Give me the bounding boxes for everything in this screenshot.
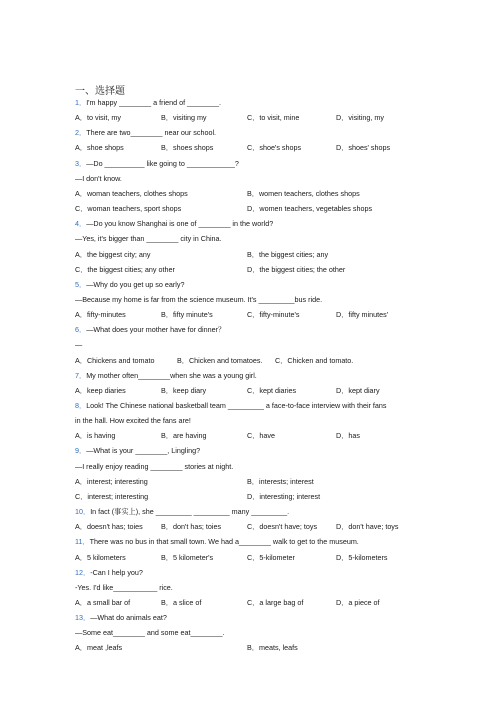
question-stem <box>75 401 420 411</box>
answer-option[interactable]: B．Chicken and tomatoes. <box>177 355 263 365</box>
question-line <box>75 234 420 244</box>
question-number: 5． <box>75 279 87 289</box>
question-stem <box>75 537 420 547</box>
question-number: 3． <box>75 158 87 168</box>
answer-option[interactable]: A．shoe shops <box>75 143 124 153</box>
question-stem <box>75 325 420 335</box>
options-row <box>75 643 420 653</box>
answer-option[interactable]: B．women teachers, clothes shops <box>247 188 360 198</box>
question-text: —Do __________ like going to ____________? <box>86 158 239 168</box>
answer-option[interactable]: C．the biggest cities; any other <box>75 264 175 274</box>
options-row <box>75 143 420 153</box>
answer-option[interactable]: B．shoes shops <box>161 143 214 153</box>
answer-option[interactable]: B．visiting my <box>161 113 207 123</box>
question-stem <box>75 568 420 578</box>
question-number: 8． <box>75 401 87 410</box>
answer-option[interactable]: B．the biggest cities; any <box>247 249 329 259</box>
question-stem <box>75 613 420 623</box>
question-line <box>75 416 420 426</box>
section-title: 一、选择题 <box>75 86 125 97</box>
question-text: There was no bus in that small town. We had a________ walk to get to the museum. <box>89 537 359 547</box>
question-number: 10． <box>75 507 91 517</box>
question-line <box>75 174 420 184</box>
answer-option[interactable]: D．fifty minutes' <box>336 310 389 320</box>
answer-option[interactable]: C．Chicken and tomato. <box>275 355 354 365</box>
question-number: 6． <box>75 325 87 335</box>
question-text: —Do you know Shanghai is one of ________ in the world? <box>86 219 274 229</box>
options-row <box>75 431 420 441</box>
question-stem <box>75 219 420 229</box>
question-text: —Yes, it's bigger than ________ city in China. <box>75 234 222 244</box>
answer-option[interactable]: A．is having <box>75 431 116 441</box>
answer-option[interactable]: A．to visit, my <box>75 113 121 123</box>
answer-option[interactable]: C．a large bag of <box>247 597 304 607</box>
question-stem <box>75 507 420 517</box>
options-row <box>75 113 420 123</box>
answer-option[interactable]: A．Chickens and tomato <box>75 355 155 365</box>
options-row <box>75 265 420 275</box>
answer-option[interactable]: B．interests; interest <box>247 476 314 486</box>
answer-option[interactable]: A．woman teachers, clothes shops <box>75 188 188 198</box>
answer-option[interactable]: A．fifty-minutes <box>75 310 126 320</box>
options-row <box>75 386 420 396</box>
question-text: —I don't know. <box>75 173 122 183</box>
question-stem <box>75 446 420 456</box>
question-line <box>75 295 420 305</box>
question-text: -Yes. I'd like___________ rice. <box>75 582 173 592</box>
question-number: 4． <box>75 219 87 229</box>
answer-option[interactable]: B．don't has; toies <box>161 522 222 532</box>
answer-option[interactable]: D．a piece of <box>336 597 380 607</box>
question-text: — <box>75 340 83 350</box>
question-line <box>75 583 420 593</box>
answer-option[interactable]: B．meats, leafs <box>247 643 298 653</box>
question-text: in the hall. How excited the fans are! <box>75 416 191 426</box>
question-number: 13． <box>75 613 91 623</box>
question-stem <box>75 98 420 108</box>
answer-option[interactable]: A．5 kilometers <box>75 552 126 562</box>
question-text: There are two________ near our school. <box>86 128 217 138</box>
question-line <box>75 628 420 638</box>
answer-option[interactable]: A．meat ,leafs <box>75 643 123 653</box>
question-text: —I really enjoy reading ________ stories at night. <box>75 461 234 471</box>
answer-option[interactable]: D．interesting; interest <box>247 491 321 501</box>
answer-option[interactable]: C．woman teachers, sport shops <box>75 204 182 214</box>
answer-option[interactable]: D．women teachers, vegetables shops <box>247 204 373 214</box>
options-row <box>75 598 420 608</box>
question-text: —What is your ________, Lingling? <box>86 446 201 456</box>
question-line <box>75 462 420 472</box>
answer-option[interactable]: D．has <box>336 431 360 441</box>
answer-option[interactable]: B．are having <box>161 431 207 441</box>
answer-option[interactable]: C．have <box>247 431 275 441</box>
options-row <box>75 492 420 502</box>
answer-option[interactable]: D．the biggest cities; the other <box>247 264 346 274</box>
question-text: —What does your mother have for dinner？ <box>86 325 226 335</box>
answer-option[interactable]: A．doesn't has; toies <box>75 522 143 532</box>
answer-option[interactable]: A．a small bar of <box>75 597 131 607</box>
answer-option[interactable]: A．interest; interesting <box>75 476 148 486</box>
answer-option[interactable]: D．visiting, my <box>336 113 384 123</box>
answer-option[interactable]: B．fifty minute's <box>161 310 213 320</box>
answer-option[interactable]: C．to visit, mine <box>247 113 300 123</box>
options-row <box>75 522 420 532</box>
options-row <box>75 477 420 487</box>
answer-option[interactable]: C．kept diaries <box>247 385 297 395</box>
question-number: 7． <box>75 370 87 380</box>
question-number: 2． <box>75 128 87 138</box>
question-stem <box>75 159 420 169</box>
question-line <box>75 340 420 350</box>
question-text: In fact (事实上), she _________ _________ many _________. <box>90 507 290 517</box>
answer-option[interactable]: D．don't have; toys <box>336 522 399 532</box>
answer-option[interactable]: C．doesn't have; toys <box>247 522 318 532</box>
options-row <box>75 189 420 199</box>
question-text: —Why do you get up so early? <box>86 279 185 289</box>
question-text: —What do animals eat? <box>90 613 167 623</box>
answer-option[interactable]: A．keep diaries <box>75 385 126 395</box>
answer-option[interactable]: D．kept diary <box>336 385 380 395</box>
answer-option[interactable]: C．shoe's shops <box>247 143 302 153</box>
question-stem <box>75 371 420 381</box>
options-row <box>75 310 420 320</box>
options-row <box>75 356 420 366</box>
question-text: My mother often________when she was a young girl. <box>86 370 257 380</box>
question-text: -Can I help you? <box>90 567 143 577</box>
question-text: —Some eat________ and some eat________. <box>75 628 225 638</box>
question-stem <box>75 280 420 290</box>
answer-option[interactable]: D．5-kilometers <box>336 552 388 562</box>
question-stem <box>75 128 420 138</box>
options-row <box>75 250 420 260</box>
answer-option[interactable]: C．fifty-minute's <box>247 310 300 320</box>
question-text: —Because my home is far from the science museum. It's _________bus ride. <box>75 294 323 304</box>
answer-option[interactable]: B．keep diary <box>161 385 207 395</box>
answer-option[interactable]: B．5 kilometer's <box>161 552 214 562</box>
question-text: Look! The Chinese national basketball team _________ a face-to-face interview with their fans <box>86 401 387 410</box>
question-number: 12． <box>75 567 91 577</box>
options-row <box>75 204 420 214</box>
question-number: 11． <box>75 537 90 547</box>
question-number: 1． <box>75 98 87 107</box>
answer-option[interactable]: B．a slice of <box>161 597 202 607</box>
answer-option[interactable]: A．the biggest city; any <box>75 249 151 259</box>
answer-option[interactable]: C．interest; interesting <box>75 491 149 501</box>
question-text: I'm happy ________ a friend of ________. <box>86 98 222 107</box>
answer-option[interactable]: D．shoes' shops <box>336 143 391 153</box>
answer-option[interactable]: C．5-kilometer <box>247 552 295 562</box>
options-row <box>75 553 420 563</box>
question-number: 9． <box>75 446 87 456</box>
